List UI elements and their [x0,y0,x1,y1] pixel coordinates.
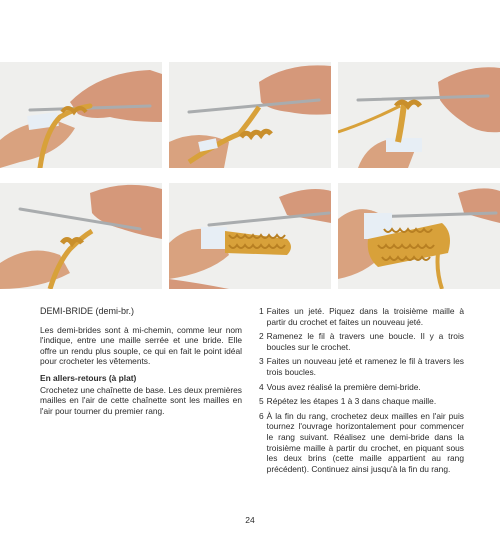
step-text: Faites un nouveau jeté et ramenez le fil à travers les trois boucles. [266,356,464,377]
steps-column [259,306,464,478]
step-number: 1 [259,306,264,316]
crochet-photo-6-illustration [338,183,500,289]
step-number: 5 [259,396,264,407]
page-number: 24 [245,515,255,525]
step-item [259,411,464,475]
step-text: À la fin du rang, crochetez deux mailles en l'air puis tournez l'ouvrage horizontalement pour commencer le rang suivant. Réalisez une demi-bride dans la troisième maille à partir du crochet, en piquant sous les deux brins (cette maille appartient au rang précédent). Continuez ainsi jusqu'à la fin du rang. [266,410,464,474]
subheading: En allers-retours (à plat) [40,372,137,383]
crochet-photo-1-illustration [0,62,162,168]
body-paragraph: Crochetez une chaînette de base. Les deux premières mailles en l'air de cette chaînette sont les mailles en l'air pour tourner du premier rang. [40,384,242,416]
step-photo-grid [0,62,500,294]
crochet-photo-5-illustration [169,183,331,289]
step-item [259,396,464,407]
step-photo-3 [338,62,500,168]
intro-paragraph: Les demi-brides sont à mi-chemin, comme leur nom l'indique, entre une maille serrée et une bride. Elle offre un rendu plus souple, ce qui en fait le point idéal pour crocheter les vêtements. [40,324,242,367]
crochet-photo-4-illustration [0,183,162,289]
step-photo-5 [169,183,331,289]
step-item [259,331,464,352]
step-number: 4 [259,381,264,392]
section-title [40,306,242,317]
step-number: 3 [259,356,264,367]
crochet-photo-3-illustration [338,62,500,168]
section-title-abbreviation: (demi-br.) [95,306,135,316]
step-text: Vous avez réalisé la première demi-bride. [266,381,421,392]
step-text: Répétez les étapes 1 à 3 dans chaque maille. [266,396,437,407]
step-photo-4 [0,183,162,289]
step-photo-6 [338,183,500,289]
step-text: Faites un jeté. Piquez dans la troisième maille à partir du crochet et faites un nouveau jeté. [266,306,464,327]
step-item [259,306,464,327]
step-photo-1 [0,62,162,168]
step-number: 6 [259,410,264,421]
crochet-photo-2-illustration [169,62,331,168]
step-photo-2 [169,62,331,168]
step-item [259,356,464,377]
step-item [259,382,464,393]
step-text: Ramenez le fil à travers une boucle. Il y a trois boucles sur le crochet. [266,331,464,352]
left-text-column [40,306,242,422]
step-number: 2 [259,331,264,342]
section-title-text: DEMI-BRIDE [40,306,94,316]
